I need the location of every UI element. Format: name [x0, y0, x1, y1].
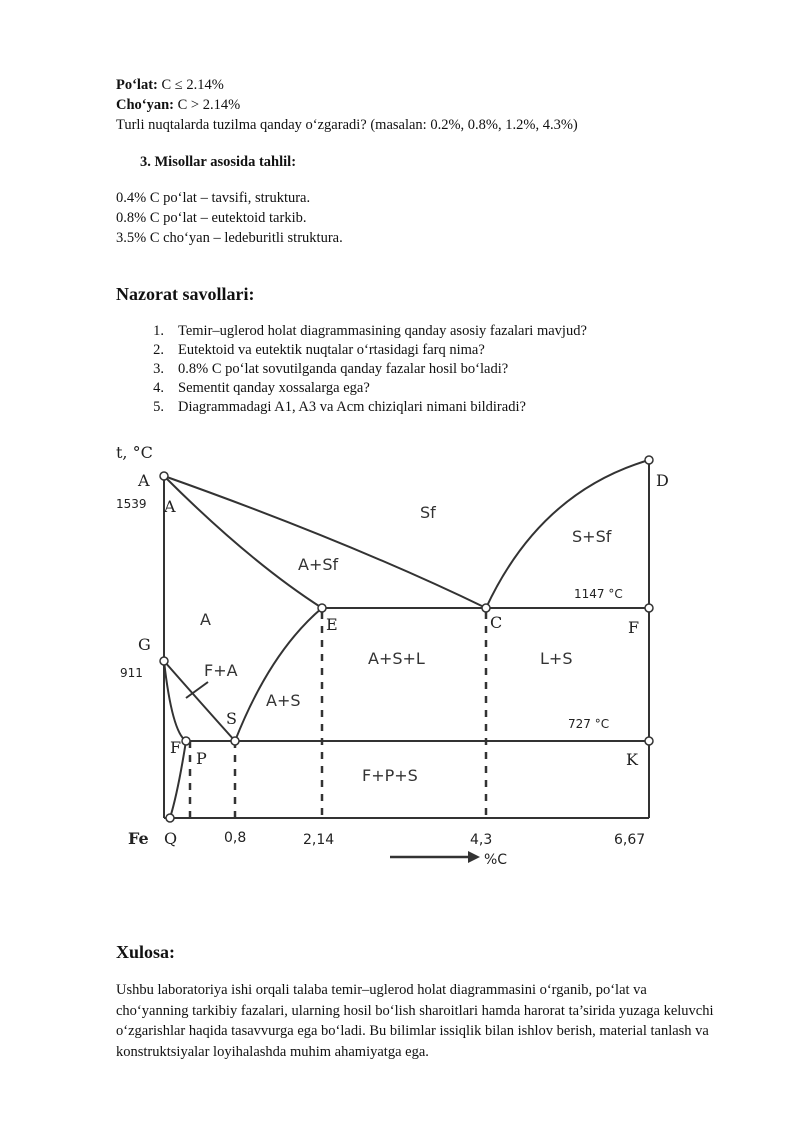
point-f-marker — [645, 604, 653, 612]
example-item: 3.5% C cho‘yan – ledeburitli struktura. — [116, 230, 343, 246]
conclusion-paragraph: Ushbu laboratoriya ishi orqali talaba temir–uglerod holat diagrammasini o‘rganib, po‘lat va cho‘yanning tarkibiy fazalari, ularning hosil bo‘lish sharoitlari hamda harorat ta’sirida yuzaga keluvchi o‘zgarishlar haqida tasavvurga ega bo‘ladi. Bu bilimlar issiqlik bilan ishlov berish, material tanlash va konstruktsiyalar loyihalashda muhim ahamiyatga ega. — [116, 982, 714, 1060]
point-a-label: A — [138, 471, 150, 490]
xtick-4-3: 4,3 — [470, 832, 493, 848]
iron-carbon-diagram — [100, 432, 680, 877]
example-item: 0.8% C po‘lat – eutektoid tarkib. — [116, 210, 307, 226]
xtick-2-14: 2,14 — [303, 832, 335, 848]
structure-question: Turli nuqtalarda tuzilma qanday o‘zgaradi? (masalan: 0.2%, 0.8%, 1.2%, 4.3%) — [116, 117, 578, 133]
point-d-marker — [645, 456, 653, 464]
point-e-marker — [318, 604, 326, 612]
point-e-label: E — [326, 615, 338, 634]
control-questions-heading: Nazorat savollari: — [116, 284, 255, 304]
temp-727: 727 °C — [568, 717, 610, 731]
steel-definition — [116, 75, 224, 95]
point-k-label: K — [626, 750, 638, 769]
acm-line — [235, 608, 322, 741]
list-item: 1. Temir–uglerod holat diagrammasining qanday asosiy fazalari mavjud? — [153, 323, 587, 339]
arrow-head-icon — [468, 851, 480, 863]
section-3-heading: 3. Misollar asosida tahlil: — [140, 154, 297, 170]
steel-label: Po‘lat: — [116, 77, 158, 93]
temp-1539: 1539 — [116, 497, 147, 511]
point-k-marker — [645, 737, 653, 745]
region-a-s-l: A+S+L — [368, 649, 425, 668]
point-s-label: S — [226, 709, 237, 728]
point-g-marker — [160, 657, 168, 665]
point-c-label: C — [490, 613, 503, 632]
list-item: 3. 0.8% C po‘lat sovutilganda qanday fazalar hosil bo‘ladi? — [153, 361, 509, 377]
point-d-label: D — [656, 471, 669, 490]
region-sf: Sf — [420, 503, 436, 522]
point-c-marker — [482, 604, 490, 612]
iron-fe-label: Fe — [128, 829, 149, 848]
temp-1147: 1147 °C — [574, 587, 623, 601]
temperature-axis-label: t, °C — [116, 443, 153, 462]
point-a-marker — [160, 472, 168, 480]
region-a-sf: A+Sf — [298, 555, 339, 574]
xtick-0-8: 0,8 — [224, 830, 247, 846]
liquidus-ac — [164, 476, 486, 608]
point-s-marker — [231, 737, 239, 745]
point-p-label: P — [196, 749, 207, 768]
list-item: 2. Eutektoid va eutektik nuqtalar o‘rtasidagi farq nima? — [153, 342, 485, 358]
temp-911: 911 — [120, 666, 143, 680]
region-a: A — [200, 610, 211, 629]
list-item: 4. Sementit qanday xossalarga ega? — [153, 380, 370, 396]
example-item: 0.4% C po‘lat – tavsifi, struktura. — [116, 190, 311, 206]
point-f-label: F — [628, 618, 640, 637]
region-l-s: L+S — [540, 649, 573, 668]
castiron-definition — [116, 95, 240, 115]
region-s-sf: S+Sf — [572, 527, 612, 546]
control-questions-list — [116, 322, 587, 417]
steel-value: C ≤ 2.14% — [161, 77, 224, 93]
xtick-6-67: 6,67 — [614, 832, 646, 848]
list-item: 5. Diagrammadagi A1, A3 va Acm chiziqlari nimani bildiradi? — [153, 399, 526, 415]
region-a-s: A+S — [266, 691, 301, 710]
point-a-label-2: A — [164, 497, 176, 516]
conclusion-heading: Xulosa: — [116, 942, 176, 962]
point-q-marker — [166, 814, 174, 822]
solidus-ae — [164, 476, 322, 608]
point-p-marker — [182, 737, 190, 745]
point-g-label: G — [138, 635, 151, 654]
region-f-p-s: F+P+S — [362, 766, 418, 785]
castiron-label: Cho‘yan: — [116, 97, 175, 113]
liquidus-cd — [486, 460, 649, 608]
castiron-value: C > 2.14% — [177, 97, 241, 113]
point-f-left-label: F — [170, 738, 182, 757]
carbon-axis-label: %C — [484, 852, 508, 868]
region-f-a: F+A — [204, 661, 238, 680]
point-q-label: Q — [164, 829, 178, 848]
